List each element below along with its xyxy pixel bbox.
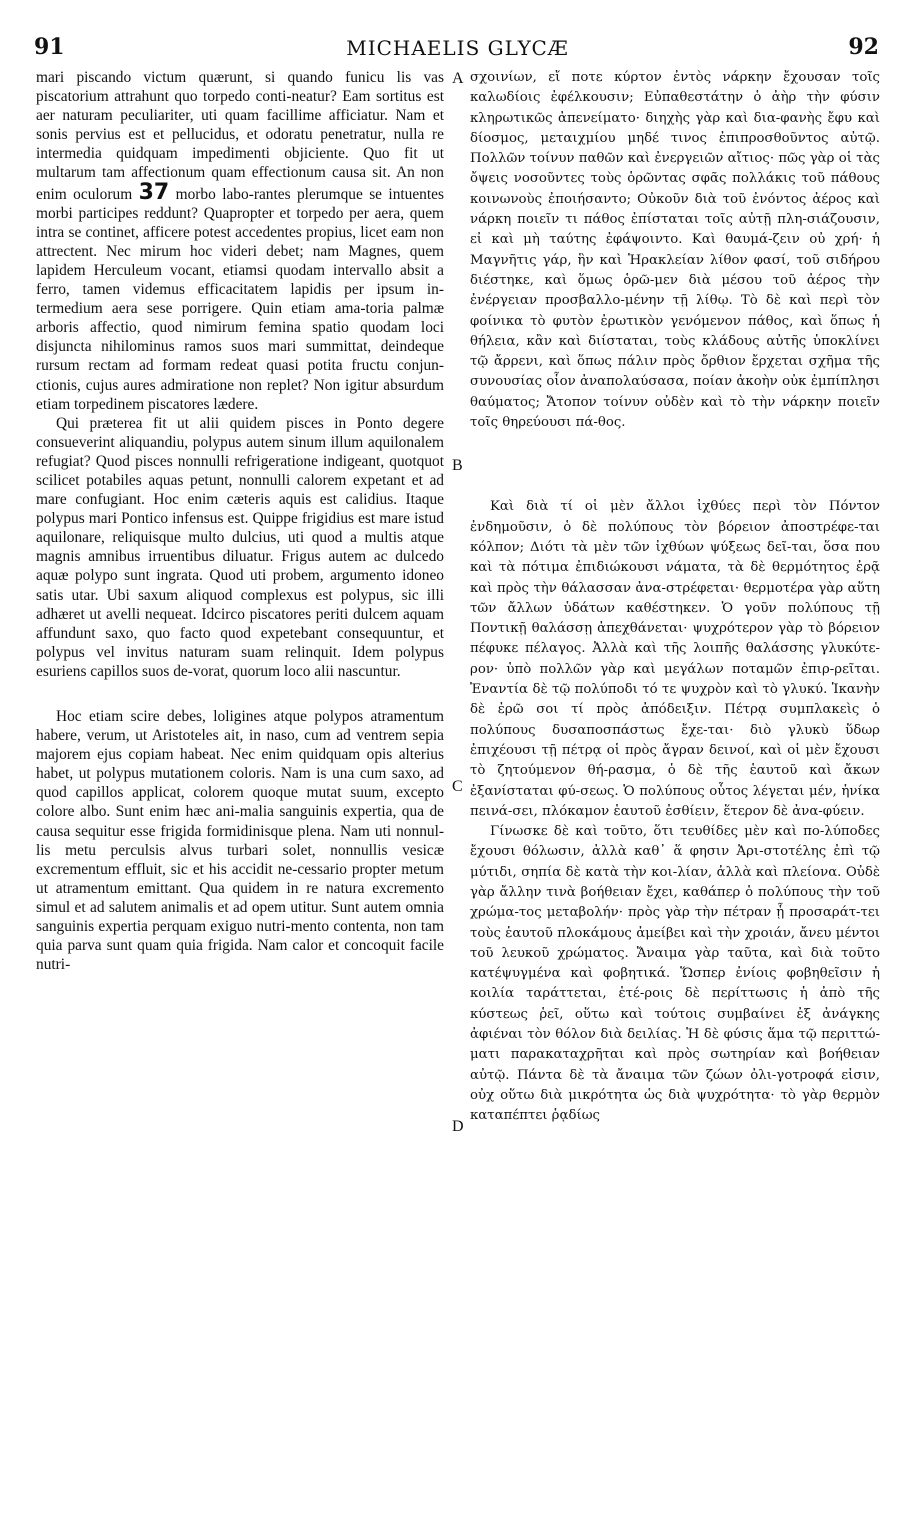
greek-column — [470, 68, 880, 1127]
paragraph-gap — [470, 433, 880, 497]
running-title: MICHAELIS GLYCÆ — [346, 36, 569, 60]
greek-paragraph-3: Γίνωσκε δὲ καὶ τοῦτο, ὅτι τευθίδες μὲν καὶ πο-λύποδες ἔχουσι θόλωσιν, ἀλλὰ καθ᾽ ἅ φησιν Ἀρι-στοτέλης ἐπὶ τῷ μύτιδι, σηπία δὲ κατὰ τὴν κοι-λίαν, ἀλλὰ καὶ πλείονα. Οὐδὲ γὰρ ἄλλην τινὰ βοήθειαν ἔχει, καθάπερ ὁ πολύπους τὴν τοῦ χρώμα-τος μεταβολήν· πρὸς γὰρ τὴν πέτραν ᾗ προσαράτ-τει τοὺς ἑαυτοῦ πλοκάμους ἀμείβει καὶ τὴν χροιάν, ἄνευ μέντοι τοῦ λευκοῦ χρώματος. Ἄναιμα γὰρ ταῦτα, καὶ διὰ τοῦτο κατέψυγμένα καὶ φοβητικά. Ὥσπερ ἐνίοις φοβηθεῖσιν ἡ κοιλία ταράττεται, ἑτέ-ροις δὲ περίττωσις ἡ ἀπὸ τῆς κύστεως ῥεῖ, οὕτω καὶ τούτοις συμβαίνει ἐξ ἀνάγκης ἀφιέναι τὸν θόλον διὰ δειλίας. Ἡ δὲ φύσις ἅμα τῷ περιττώ-ματι παρακαταχρῆται καὶ πρὸς σωτηρίαν καὶ βοήθειαν αὐτῷ. Πάντα δὲ τὰ ἄναιμα τῶν ζώων ὀλι-γοτροφά εἰσιν, οὐχ οὕτω διὰ μικρότητα ὡς διὰ ψυχρότητα· τὸ γὰρ θερμὸν καταπέπτει ῥᾳδίως — [470, 824, 880, 1124]
latin-paragraph-1-part-b: morbo labo-rantes plerumque se intuentes morbi participes reddunt? Quapropter et torpedo per aera, quem intra se continet, afficere potest accedentes propius, licet eam non attrectent. Nec mirum hoc videri debet; nam Magnes, quem lapidem Herculeum vocant, etiamsi quodam intervallo absit a ferro, tamen videmus efficacitatem lapidis per ipsum in-termedium aera sese porrigere. Quin etiam ama-toria palmæ arboris affectio, quod nimirum femina spatio quodam loci disjuncta nihilominus ramos suos mari summittat, deindeque rursum rectam ad formam redeat quasi potita fructu conjun-ctionis, cujus aures admiratione non replet? Non igitur absurdum etiam torpedinem piscatores lædere. — [36, 185, 444, 413]
latin-paragraph-2: Qui præterea fit ut alii quidem pisces in Ponto degere consueverint aliquandiu, polypus autem sinum illum aquilonalem refugiat? Quod pisces nonnulli refrigeratione indigeant, quotquot scilicet potabiles aquas petunt, nonnulli calorem expetant et ad mare confugiant. Hoc enim cæteris aquis est calidius. Itaque polypus mari Pontico infensus est. Quippe frigidius est mare istud aquilonare, reliquisque multo dulcius, uti quod a multis atque magnis amnibus irruentibus diluatur. Frigus autem ac dulcedo aquæ polypo sunt ingrata. Quod uti probem, argumento idoneo satis utar. Ubi saxum aliquod complexus est polypus, sic illi adhæret ut avelli nequeat. Idcirco piscatores periti dulcem aquam affundunt saxo, quo facto quod expetebant consequuntur, et polypus vel invitus naturam suam relinquit. Idem polypus esuriens capillos suos de-vorat, quorum loco alii nascuntur. — [36, 414, 444, 680]
margin-letter-a: A — [452, 70, 464, 87]
latin-paragraph-1-part-a: mari piscando victum quærunt, si quando funicu lis vas piscatorium attrahunt quo torpedo conti-neatur? Eam sortitus est aer naturam peculiariter, uti quam facillime afficiatur. Nam et sonis pervius est et pellucidus, et odoratu penetratur, nulla re intermedia quidquam impedimenti objiciente. Quo fit ut multarum tam affectionum quam effectionum causa sit. An non enim oculorum — [36, 69, 444, 203]
section-number: 37 — [138, 179, 170, 205]
latin-paragraph-3: Hoc etiam scire debes, loligines atque polypos atramentum habere, verum, ut Aristoteles ait, in naso, cum ad ventrem sepia majorem ejus copiam habeat. Nec enim quidquam opis alterius habet, ut polypus mutationem coloris. Nam is una cum saxo, ad quod capillos applicat, colorem quoque mutat suum, excepto colore albo. Sunt enim hæc ani-malia sanguinis expertia, qua de causa sequitur esse frigida formidinisque plena. Nam uti nonnul-lis metu perculsis alvus turbari solet, nonnullis vesicæ excrementum effluit, sic et his accidit ne-cessario propter metum ut atramentum emittant. Qua quidem in re natura excremento simul et ad salutem animalis et ad opem utitur. Sunt autem omnia sanguinis expertia perquam exiguo nutri-mento contenta, non tam quia parva sunt quam quia frigida. Nam calor et concoquit facile nutri- — [36, 708, 444, 974]
margin-letter-d: D — [452, 1118, 464, 1135]
page-number-right: 92 — [848, 34, 879, 60]
margin-letter-b: B — [452, 457, 463, 474]
page-number-left: 91 — [34, 34, 65, 60]
running-header — [28, 34, 887, 62]
greek-paragraph-1: σχοινίων, εἴ ποτε κύρτον ἐντὸς νάρκην ἔχουσαν τοῖς καλωδίοις ἐφέλκουσιν; Εὐπαθεστάτην ὁ ἀὴρ τὴν φύσιν κληρωτικῶς ἀπενείματο· διηχὴς γὰρ καὶ δια-φανὴς ἔφυ καὶ δίοσμος, μεταιχμίου μηδέ τινος ἐπιπροσθοῦντος αὐτῷ. Πολλῶν τοίνυν παθῶν καὶ ἐνεργειῶν αἴτιος· πῶς γὰρ οἱ τὰς ὄψεις νοσοῦντες τοὺς ὁρῶντας σφᾶς πολλάκις τοῦ πάθους κοινωνοὺς ἐποιήσαντο; Οὐκοῦν διὰ τοῦ ἐνόντος ἀέρος καὶ νάρκη ποιεῖν τι πάθος ἐπίσταται τοῖς αὐτῇ πλη-σιάζουσιν, εἰ καὶ μὴ ταύτης ἐφάψοιντο. Καὶ θαυμά-ζειν οὐ χρή· ἡ Μαγνῆτις γάρ, ἣν καὶ Ἡρακλείαν λίθον φασί, τοῦ σιδήρου διέστηκε, καὶ ὅμως ὁρῶ-μεν διὰ μέσου τοῦ ἀέρος τὴν ἐνέργειαν προσβαλλο-μένην τῇ λίθῳ. Τὸ δὲ καὶ περὶ τὸν φοίνικα τὸ φυτὸν ἐρωτικὸν γενόμενον πάθος, καὶ ὅπως ἡ θήλεια, κἂν καὶ διίσταται, τοὺς κλάδους αὐτῆς ὑποκλίνει τῷ ἄρρενι, καὶ ὅπως πάλιν πρὸς ὄρθιον ἔρχεται σχῆμα τῆς συνουσίας οἷον ἀναπολαύσασα, ποίαν ἀκοὴν οὐκ ἐμπίπλησι θαύματος; Ἄτοπον τοίνυν οὐδὲν καὶ τὸ τὴν νάρκην ποιεῖν τοῖς θηρεύουσι πά-θος. — [470, 70, 880, 431]
latin-paragraph-1 — [36, 68, 444, 414]
paragraph-gap — [36, 681, 444, 707]
greek-paragraph-2: Καὶ διὰ τί οἱ μὲν ἄλλοι ἰχθύες περὶ τὸν Πόντον ἐνδημοῦσιν, ὁ δὲ πολύπους τὸν βόρειον ἀποστρέφε-ται κόλπον; Διότι τὰ μὲν τῶν ἰχθύων ψύξεως δεῖ-ται, ὅσα που καὶ τὰ πότιμα ἐπιδιώκουσι νάματα, τὰ δὲ θερμότητος ἐρᾷ καὶ πρὸς τὴν θάλασσαν ἀνα-στρέφεται· θερμοτέρα γὰρ αὕτη τῶν ἄλλων ὑδάτων καθέστηκεν. Ὁ γοῦν πολύπους τῇ Ποντικῇ θαλάσσῃ ἀπεχθάνεται· ψυχρότερον γὰρ τὸ βόρειον πέφυκε πέλαγος. Ἀλλὰ καὶ τῆς λοιπῆς θαλάσσης γλυκύτε-ρον· ὑπὸ πολλῶν γὰρ καὶ μεγάλων ποταμῶν ἐπιρ-ρεῖται. Ἐναντία δὲ τῷ πολύποδι τό τε ψυχρὸν καὶ τὸ γλυκύ. Ἱκανὴν δὲ ἐρῶ σοι τί πρὸς ἀπόδειξιν. Πέτρᾳ συμπλακεὶς ὁ πολύπους δυσαποσπάστως ἔχε-ται· διὸ γλυκὺ ὕδωρ ἐπιχέουσι τῇ πέτρᾳ οἱ πρὸς ἄγραν δεινοί, καὶ οἱ μὲν ἔχουσι τὸ ζητούμενον θή-ρασμα, ὁ δὲ τῆς ἑαυτοῦ καὶ ἄκων ἐξανίσταται φύ-σεως. Ὁ πολύπους οὗτος λέγεται μέν, ἡνίκα πεινά-σει, πλόκαμον ἑαυτοῦ ἐσθίειν, ἕτερον δὲ ἀνα-φύειν. — [470, 499, 880, 819]
latin-column — [36, 68, 444, 974]
margin-letter-c: C — [452, 778, 463, 795]
